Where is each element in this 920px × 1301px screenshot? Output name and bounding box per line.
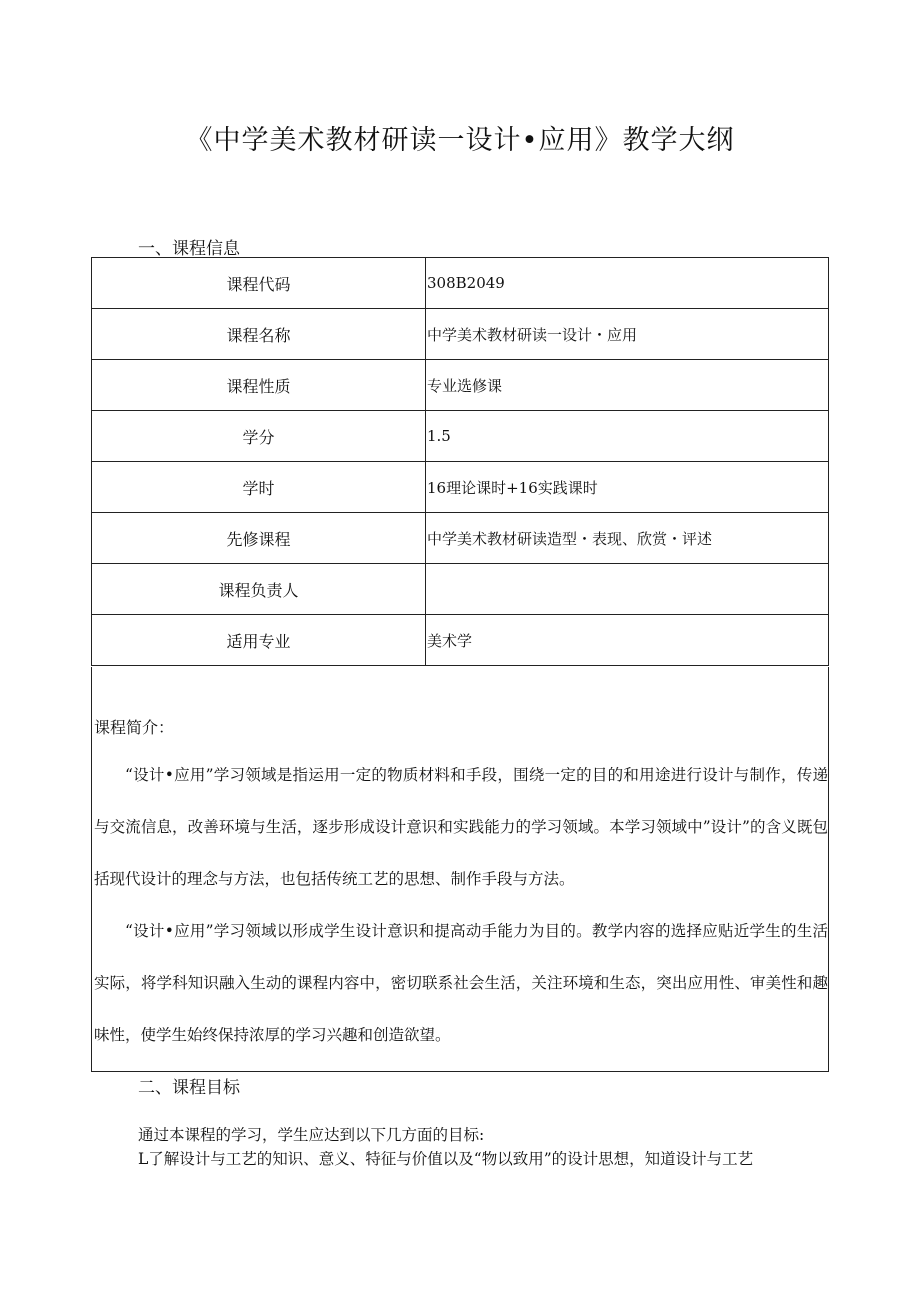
- table-row: [92, 615, 829, 666]
- row-value: [426, 564, 829, 615]
- row-value: 1.5: [426, 411, 829, 462]
- row-label: 适用专业: [92, 615, 426, 666]
- course-goal-item-1: L了解设计与工艺的知识、意义、特征与价值以及“物以致用”的设计思想，知道设计与工艺: [138, 1150, 754, 1168]
- table-row: [92, 411, 829, 462]
- row-value: 308B2049: [426, 258, 829, 309]
- row-value: 中学美术教材研读造型・表现、欣赏・评述: [426, 513, 829, 564]
- row-value: 16理论课时+16实践课时: [426, 462, 829, 513]
- row-value: 专业选修课: [426, 360, 829, 411]
- section-heading-course-goals: 二、课程目标: [138, 1078, 240, 1098]
- course-intro-box: [91, 667, 829, 1072]
- row-label: 先修课程: [92, 513, 426, 564]
- table-row: [92, 309, 829, 360]
- row-value: 美术学: [426, 615, 829, 666]
- table-row: [92, 513, 829, 564]
- row-label: 课程名称: [92, 309, 426, 360]
- table-row: [92, 462, 829, 513]
- course-intro-label: 课程简介：: [94, 718, 175, 737]
- table-row: [92, 258, 829, 309]
- course-intro-paragraph-2: “设计•应用”学习领域以形成学生设计意识和提高动手能力为目的。教学内容的选择应贴近学生的生活实际，将学科知识融入生动的课程内容中，密切联系社会生活，关注环境和生态，突出应用性、审美性和趣味性，使学生始终保持浓厚的学习兴趣和创造欲望。: [94, 922, 828, 1044]
- table-row: [92, 360, 829, 411]
- row-label: 学分: [92, 411, 426, 462]
- course-intro-paragraph-1: “设计•应用”学习领域是指运用一定的物质材料和手段，围绕一定的目的和用途进行设计与制作，传递与交流信息，改善环境与生活，逐步形成设计意识和实践能力的学习领域。本学习领域中”设计”的含义既包括现代设计的理念与方法，也包括传统工艺的思想、制作手段与方法。: [94, 766, 828, 888]
- row-label: 课程负责人: [92, 564, 426, 615]
- row-label: 课程代码: [92, 258, 426, 309]
- row-label: 课程性质: [92, 360, 426, 411]
- section-heading-course-info: 一、课程信息: [138, 239, 240, 259]
- row-label: 学时: [92, 462, 426, 513]
- table-row: [92, 564, 829, 615]
- course-info-table: [91, 257, 829, 666]
- document-title: 《中学美术教材研读一设计•应用》教学大纲: [185, 125, 735, 156]
- course-goals-intro: 通过本课程的学习，学生应达到以下几方面的目标:: [138, 1126, 485, 1144]
- row-value: 中学美术教材研读一设计・应用: [426, 309, 829, 360]
